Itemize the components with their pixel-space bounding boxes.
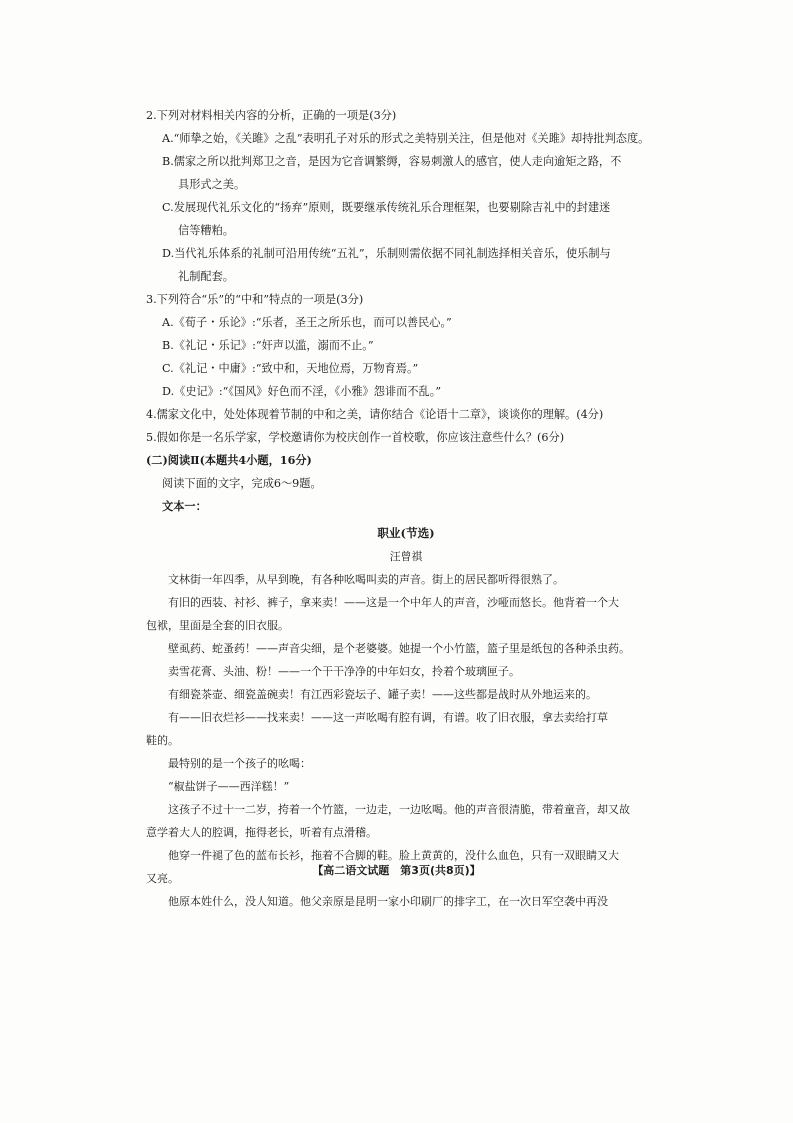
section-heading: (二)阅读Ⅱ(本题共4小题，16分): [146, 453, 312, 467]
article-paragraph-cont: 鞋的。: [146, 734, 179, 747]
question-2-stem: 2.下列对材料相关内容的分析，正确的一项是(3分): [146, 109, 397, 122]
question-3-option-b: B.《礼记・乐记》:“奸声以滥，溺而不止。”: [162, 339, 374, 352]
article-paragraph: 文林街一年四季，从早到晚，有各种吆喝叫卖的声音。街上的居民都听得很熟了。: [168, 573, 564, 586]
question-3-option-d: D.《史记》:“《国风》好色而不淫，《小雅》怨诽而不乱。”: [162, 385, 442, 398]
article-paragraph: 壁虱药、蛇蚤药！——声音尖细，是个老婆婆。她提一个小竹篮，篮子里是纸包的各种杀虫药。: [168, 642, 630, 655]
question-2-option-c-cont: 信等糟粕。: [178, 224, 234, 237]
article-paragraph-cont: 又亮。: [146, 872, 179, 885]
article-paragraph: “椒盐饼子——西洋糕！”: [168, 780, 290, 793]
article-paragraph: 有——旧衣烂衫——找来卖！——这一声吆喝有腔有调，有谱。收了旧衣服，拿去卖给打草: [168, 711, 608, 724]
question-2-option-c: C.发展现代礼乐文化的“扬弃”原则，既要继承传统礼乐合理框架，也要剔除吉礼中的封建迷: [162, 201, 611, 214]
question-3-option-c: C.《礼记・中庸》:“致中和，天地位焉，万物育焉。”: [162, 362, 419, 375]
article-paragraph: 他穿一件褪了色的蓝布长衫，拖着不合脚的鞋。脸上黄黄的，没什么血色，只有一双眼睛又大: [168, 849, 619, 862]
article-paragraph: 卖雪花膏、头油、粉！——一个干干净净的中年妇女，拎着个玻璃匣子。: [168, 665, 520, 678]
question-2-option-d-cont: 礼制配套。: [178, 270, 234, 283]
article-paragraph: 有旧的西装、衬衫、裤子，拿来卖！——这是一个中年人的声音，沙哑而悠长。他背着一个大: [168, 596, 619, 609]
article-paragraph: 有细瓷茶壶、细瓷盖碗卖！有江西彩瓷坛子、罐子卖！——这些都是战时从外地运来的。: [168, 688, 597, 701]
question-3-option-a: A.《荀子・乐论》:“乐者，圣王之所乐也，而可以善民心。”: [162, 316, 452, 329]
text-label: 文本一：: [162, 499, 207, 513]
question-2-option-a: A.“师挚之始，《关雎》之乱”表明孔子对乐的形式之美特别关注，但是他对《关雎》却持批判态度。: [162, 132, 650, 145]
article-paragraph: 他原本姓什么，没人知道。他父亲原是昆明一家小印刷厂的排字工，在一次日军空袭中再没: [168, 895, 608, 908]
page-footer: 【高二语文试题 第3页(共8页)】: [312, 864, 481, 877]
article-paragraph-cont: 包袱，里面是全套的旧衣服。: [146, 619, 289, 632]
reading-instruction: 阅读下面的文字，完成6～9题。: [162, 477, 322, 490]
page-content: [146, 104, 666, 913]
article-paragraph-cont: 意学着大人的腔调，拖得老长，听着有点滑稽。: [146, 826, 377, 839]
article-author: 汪曾祺: [389, 550, 423, 563]
article-title: 职业(节选): [377, 526, 435, 540]
article-paragraph: 最特别的是一个孩子的吆喝：: [168, 757, 311, 770]
question-5: 5.假如你是一名乐学家，学校邀请你为校庆创作一首校歌，你应该注意些什么？(6分): [146, 431, 565, 444]
question-2-option-b: B.儒家之所以批判郑卫之音，是因为它音调繁缛，容易刺激人的感官，使人走向逾矩之路，不: [162, 155, 622, 168]
article-paragraph: 这孩子不过十一二岁，挎着一个竹篮，一边走，一边吆喝。他的声音很清脆，带着童音，却又故: [168, 803, 630, 816]
question-3-stem: 3.下列符合“乐”的“中和”特点的一项是(3分): [146, 293, 364, 306]
question-4: 4.儒家文化中，处处体现着节制的中和之美，请你结合《论语十二章》，谈谈你的理解。(4分): [146, 408, 604, 421]
question-2-option-d: D.当代礼乐体系的礼制可沿用传统“五礼”，乐制则需依据不同礼制选择相关音乐，使乐制与: [162, 247, 611, 260]
question-2-option-b-cont: 具形式之美。: [178, 178, 246, 191]
